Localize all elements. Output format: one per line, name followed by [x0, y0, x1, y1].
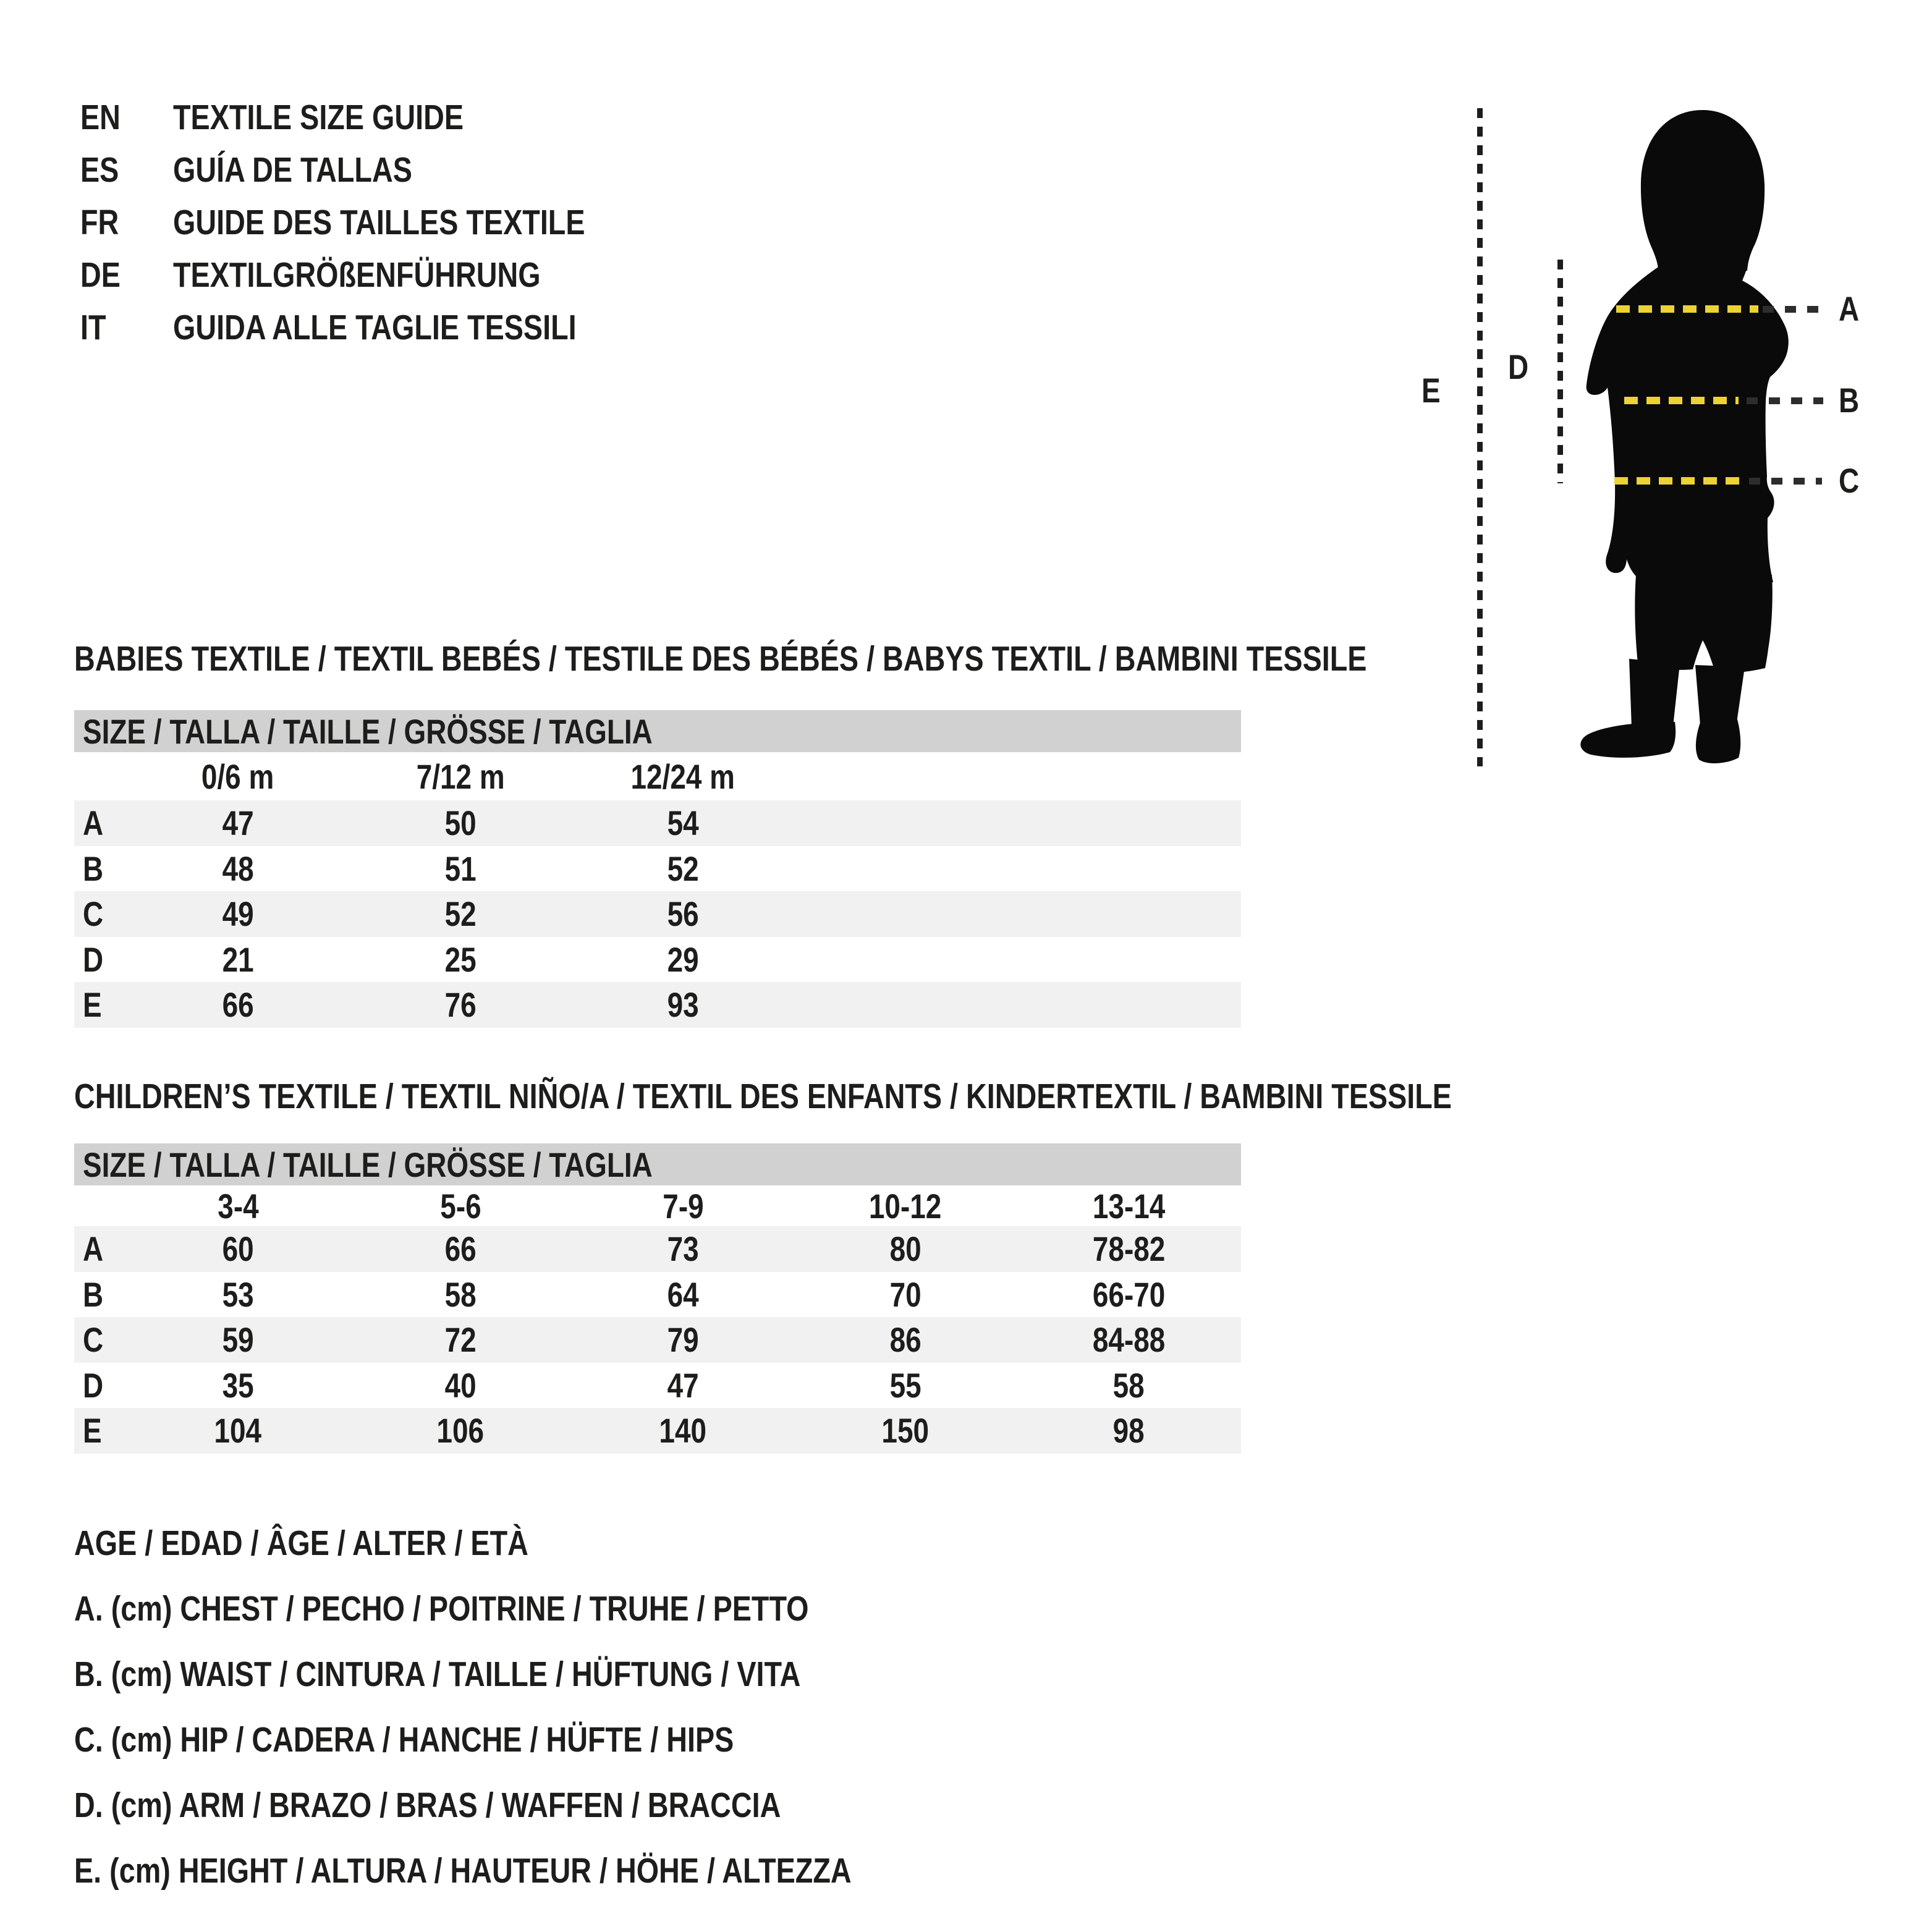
- children-col-header-text: 3-4: [217, 1186, 259, 1226]
- table-row: [74, 800, 1241, 846]
- silhouette-shorts: [1635, 575, 1772, 673]
- cell-text: 66: [444, 1229, 477, 1269]
- cell-text: 48: [222, 849, 254, 888]
- table-cell: [572, 1365, 794, 1405]
- legend-text: E. (cm) HEIGHT / ALTURA / HAUTEUR / HÖHE / ALTEZZA: [74, 1851, 852, 1891]
- cell-text: 98: [1112, 1411, 1145, 1451]
- row-label: [74, 1274, 127, 1315]
- table-cell: [127, 1365, 349, 1405]
- children-section-title: [74, 1078, 1754, 1114]
- figure-label-c: [1839, 461, 1863, 500]
- legend-text: AGE / EDAD / ÂGE / ALTER / ETÀ: [74, 1523, 528, 1563]
- children-column-header-row: [74, 1185, 1241, 1226]
- table-cell: [127, 803, 349, 843]
- row-label-text: C: [83, 894, 104, 934]
- hip-measure-dash-dark: [1749, 478, 1822, 485]
- lang-title: [173, 257, 621, 293]
- figure-label-e-text: E: [1421, 371, 1441, 410]
- table-cell: [1017, 1365, 1241, 1405]
- table-cell: [572, 985, 794, 1025]
- cell-text: 66: [222, 985, 254, 1025]
- cell-text: 47: [222, 803, 254, 843]
- row-label: [74, 803, 127, 843]
- row-label: [74, 939, 127, 980]
- lang-code: [80, 257, 129, 293]
- children-size-header-text: SIZE / TALLA / TAILLE / GRÖSSE / TAGLIA: [83, 1145, 653, 1184]
- cell-text: 50: [444, 803, 477, 843]
- figure-label-a: [1839, 289, 1863, 328]
- table-cell: [1017, 1229, 1241, 1269]
- lang-code: [80, 100, 129, 135]
- children-col-header-text: 10-12: [869, 1186, 942, 1226]
- table-cell: [127, 1274, 349, 1315]
- cell-text: 76: [444, 985, 477, 1025]
- row-label-text: D: [83, 1365, 104, 1405]
- cell-text: 29: [667, 939, 699, 979]
- silhouette-left-leg: [1629, 659, 1680, 732]
- legend-line-chest: [74, 1591, 970, 1627]
- cell-text: 84-88: [1092, 1320, 1166, 1360]
- legend-text: B. (cm) WAIST / CINTURA / TAILLE / HÜFTUNG / VITA: [74, 1654, 801, 1694]
- table-cell: [572, 1274, 794, 1315]
- row-label-text: E: [83, 1411, 102, 1451]
- table-cell: [349, 894, 572, 934]
- row-label: [74, 1320, 127, 1360]
- figure-label-b-text: B: [1839, 381, 1860, 420]
- table-row: [74, 1408, 1241, 1454]
- table-cell: [1017, 1320, 1241, 1360]
- lang-title-text: GUIDA ALLE TAGLIE TESSILI: [173, 308, 577, 347]
- table-row: [74, 1272, 1241, 1318]
- cell-text: 93: [667, 985, 699, 1025]
- children-col-header: [1017, 1186, 1241, 1226]
- row-label: [74, 894, 127, 934]
- table-cell: [127, 1410, 349, 1451]
- table-row: [74, 982, 1241, 1028]
- table-cell: [1017, 1410, 1241, 1451]
- table-cell: [349, 1320, 572, 1360]
- babies-col-header: [349, 756, 572, 797]
- table-row: [74, 891, 1241, 937]
- lang-code-text: ES: [80, 150, 119, 190]
- cell-text: 40: [444, 1365, 477, 1405]
- cell-text: 54: [667, 803, 699, 843]
- hip-measure-dash-yellow: [1614, 477, 1744, 485]
- legend-line-hip: [74, 1722, 879, 1758]
- table-cell: [349, 985, 572, 1025]
- cell-text: 70: [889, 1274, 922, 1314]
- lang-title-text: GUÍA DE TALLAS: [173, 150, 412, 190]
- arm-measure-line-d: [1557, 260, 1563, 483]
- row-label-text: A: [83, 803, 104, 843]
- lang-code-text: EN: [80, 98, 121, 137]
- cell-text: 47: [667, 1365, 699, 1405]
- row-label-text: B: [83, 849, 104, 888]
- lang-code: [80, 310, 112, 345]
- table-cell: [572, 1320, 794, 1360]
- children-size-header-bar: [74, 1143, 1241, 1185]
- children-col-header: [794, 1186, 1017, 1226]
- cell-text: 66-70: [1092, 1274, 1166, 1314]
- legend-line-waist: [74, 1656, 960, 1692]
- lang-title-text: GUIDE DES TAILLES TEXTILE: [173, 203, 585, 242]
- waist-measure-dash-yellow: [1624, 397, 1739, 404]
- legend-text: A. (cm) CHEST / PECHO / POITRINE / TRUHE / PETTO: [74, 1589, 809, 1629]
- legend-text: C. (cm) HIP / CADERA / HANCHE / HÜFTE / HIPS: [74, 1720, 734, 1760]
- table-cell: [349, 1410, 572, 1451]
- table-cell: [127, 894, 349, 934]
- children-col-header: [127, 1186, 349, 1226]
- lang-title: [173, 310, 665, 345]
- row-label: [74, 1410, 127, 1451]
- table-row: [74, 846, 1241, 892]
- table-cell: [127, 1229, 349, 1269]
- row-label-text: B: [83, 1274, 104, 1314]
- cell-text: 106: [436, 1411, 485, 1451]
- row-label-text: A: [83, 1229, 104, 1269]
- children-col-header-text: 5-6: [439, 1186, 481, 1226]
- table-cell: [572, 939, 794, 980]
- children-section-title-text: CHILDREN’S TEXTILE / TEXTIL NIÑO/A / TEXTIL DES ENFANTS / KINDERTEXTIL / BAMBINI TESSILE: [74, 1077, 1452, 1116]
- babies-col-header-text: 12/24 m: [630, 756, 735, 796]
- cell-text: 60: [222, 1229, 254, 1269]
- table-cell: [349, 803, 572, 843]
- children-col-header: [572, 1186, 794, 1226]
- child-silhouette: [1573, 105, 1832, 773]
- lang-code-text: FR: [80, 203, 119, 242]
- legend-text: D. (cm) ARM / BRAZO / BRAS / WAFFEN / BRACCIA: [74, 1786, 781, 1825]
- table-cell: [349, 1365, 572, 1405]
- table-row: [74, 1226, 1241, 1272]
- row-label: [74, 849, 127, 889]
- silhouette-right-leg: [1695, 665, 1745, 727]
- figure-label-c-text: C: [1839, 461, 1860, 500]
- cell-text: 56: [667, 894, 699, 934]
- table-cell: [127, 1320, 349, 1360]
- lang-code-text: DE: [80, 255, 121, 295]
- legend-line-height: [74, 1853, 1022, 1889]
- cell-text: 78-82: [1092, 1229, 1166, 1269]
- table-cell: [572, 803, 794, 843]
- babies-col-header: [572, 756, 794, 797]
- silhouette-left-shoe: [1580, 722, 1676, 758]
- table-cell: [794, 1365, 1017, 1405]
- lang-code: [80, 205, 127, 240]
- babies-size-header-text: SIZE / TALLA / TAILLE / GRÖSSE / TAGLIA: [83, 711, 653, 751]
- table-cell: [349, 1229, 572, 1269]
- table-cell: [127, 849, 349, 889]
- cell-text: 55: [889, 1365, 922, 1405]
- table-cell: [572, 894, 794, 934]
- table-cell: [794, 1320, 1017, 1360]
- cell-text: 79: [667, 1320, 699, 1360]
- children-size-table: [74, 1143, 1241, 1454]
- cell-text: 58: [444, 1274, 477, 1314]
- lang-title: [173, 100, 527, 135]
- babies-col-header: [127, 756, 349, 797]
- children-col-header-text: 7-9: [662, 1186, 704, 1226]
- cell-text: 80: [889, 1229, 922, 1269]
- row-label: [74, 1229, 127, 1269]
- cell-text: 104: [214, 1411, 262, 1451]
- table-cell: [127, 985, 349, 1025]
- cell-text: 53: [222, 1274, 254, 1314]
- silhouette-head: [1641, 110, 1765, 271]
- table-cell: [572, 849, 794, 889]
- lang-title-text: TEXTILE SIZE GUIDE: [173, 98, 464, 137]
- cell-text: 72: [444, 1320, 477, 1360]
- table-cell: [572, 1229, 794, 1269]
- cell-text: 73: [667, 1229, 699, 1269]
- cell-text: 51: [444, 849, 477, 888]
- table-row: [74, 1317, 1241, 1363]
- table-cell: [1017, 1274, 1241, 1315]
- figure-label-e: [1421, 373, 1444, 408]
- chest-measure-dash-yellow: [1616, 305, 1758, 313]
- figure-label-d: [1508, 347, 1533, 386]
- babies-section-title: [74, 641, 1651, 677]
- table-cell: [572, 1410, 794, 1451]
- cell-text: 25: [444, 939, 477, 979]
- babies-size-table: [74, 710, 1241, 1028]
- cell-text: 52: [444, 894, 477, 934]
- table-cell: [349, 1274, 572, 1315]
- table-cell: [794, 1274, 1017, 1315]
- children-col-header-text: 13-14: [1092, 1186, 1166, 1226]
- cell-text: 52: [667, 849, 699, 888]
- row-label-text: E: [83, 985, 102, 1025]
- waist-measure-dash-dark: [1747, 397, 1823, 404]
- cell-text: 58: [1112, 1365, 1145, 1405]
- table-row: [74, 1363, 1241, 1409]
- figure-label-a-text: A: [1839, 289, 1860, 328]
- row-label-text: C: [83, 1320, 104, 1360]
- babies-col-header-text: 0/6 m: [201, 756, 274, 796]
- legend-line-arm: [74, 1787, 936, 1823]
- table-cell: [349, 849, 572, 889]
- cell-text: 59: [222, 1320, 254, 1360]
- cell-text: 35: [222, 1365, 254, 1405]
- cell-text: 64: [667, 1274, 699, 1314]
- lang-title: [173, 205, 676, 240]
- row-label: [74, 1365, 127, 1405]
- lang-title: [173, 152, 465, 188]
- silhouette-right-shoe: [1696, 719, 1740, 763]
- figure-label-b: [1839, 383, 1863, 418]
- babies-size-header-bar: [74, 710, 1241, 752]
- babies-column-header-row: [74, 752, 1241, 800]
- cell-text: 49: [222, 894, 254, 934]
- table-row: [74, 937, 1241, 983]
- lang-title-text: TEXTILGRÖßENFÜHRUNG: [173, 255, 541, 295]
- row-label: [74, 985, 127, 1025]
- table-cell: [349, 939, 572, 980]
- table-cell: [127, 939, 349, 980]
- babies-col-header-text: 7/12 m: [416, 756, 505, 796]
- cell-text: 140: [659, 1411, 707, 1451]
- chest-measure-dash-dark: [1763, 306, 1824, 313]
- cell-text: 150: [881, 1411, 930, 1451]
- legend-line-age: [74, 1525, 628, 1561]
- lang-code-text: IT: [80, 308, 106, 347]
- cell-text: 86: [889, 1320, 922, 1360]
- cell-text: 21: [222, 939, 254, 979]
- lang-code: [80, 152, 127, 188]
- figure-label-d-text: D: [1508, 347, 1529, 386]
- table-cell: [794, 1410, 1017, 1451]
- babies-section-title-text: BABIES TEXTILE / TEXTIL BEBÉS / TESTILE DES BÉBÉS / BABYS TEXTIL / BAMBINI TESSILE: [74, 639, 1367, 679]
- row-label-text: D: [83, 939, 104, 979]
- table-cell: [794, 1229, 1017, 1269]
- children-col-header: [349, 1186, 572, 1226]
